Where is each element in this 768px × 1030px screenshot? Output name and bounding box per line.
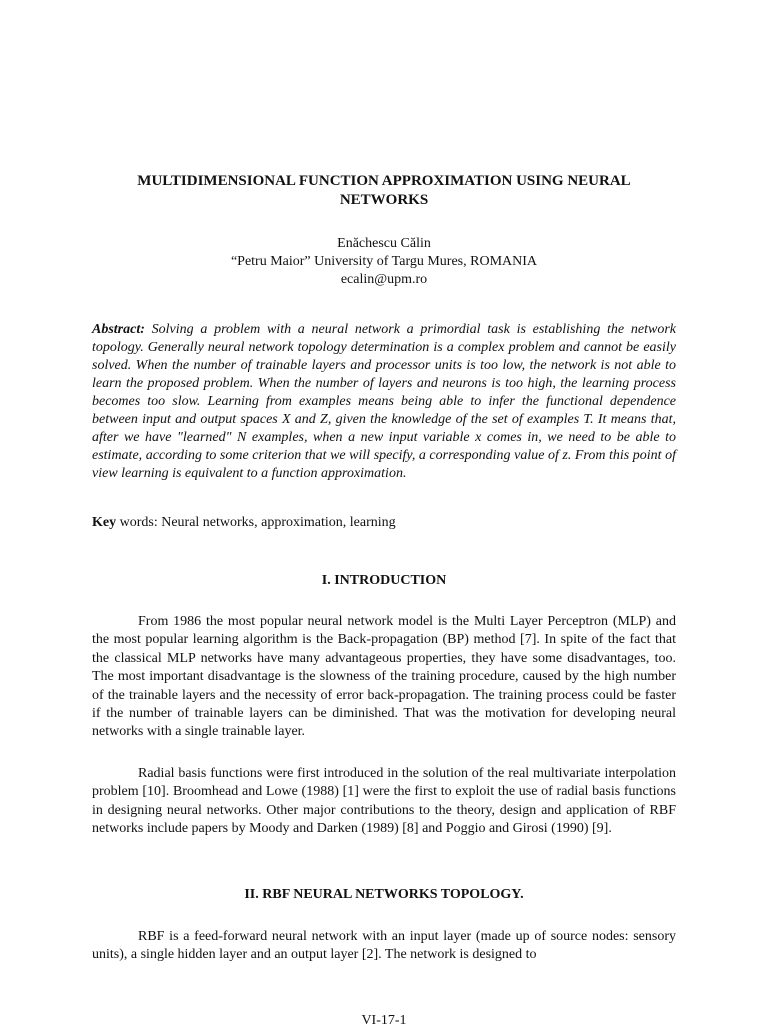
keywords-label: Key bbox=[92, 515, 117, 530]
abstract bbox=[92, 321, 676, 483]
keywords-text: words: Neural networks, approximation, learning bbox=[119, 515, 396, 530]
paper-title: MULTIDIMENSIONAL FUNCTION APPROXIMATION USING NEURAL NETWORKS bbox=[137, 173, 631, 208]
author-email: ecalin@upm.ro bbox=[340, 272, 428, 287]
section-heading-rbf-topology: II. RBF NEURAL NETWORKS TOPOLOGY. bbox=[244, 887, 524, 902]
author-affiliation: “Petru Maior” University of Targu Mures, ROMANIA bbox=[230, 254, 538, 269]
section-heading-introduction: I. INTRODUCTION bbox=[321, 573, 447, 588]
author-block bbox=[92, 235, 676, 289]
paragraph: From 1986 the most popular neural network model is the Multi Layer Perceptron (MLP) and the most popular learning algorithm is the Back-propagation (BP) method [7]. In spite of the fact that the classical MLP networks have many advantageous properties, they have some disadvantages, too. The most important disadvantage is the slowness of the training procedure, caused by the high number of the trainable layers and the necessity of error back-propagation. The training process could be faster if the number of trainable layers can be diminished. That was the motivation for developing neural networks with a single trainable layer. bbox=[92, 614, 676, 740]
keywords bbox=[92, 514, 676, 532]
abstract-text: Solving a problem with a neural network a primordial task is establishing the network topology. Generally neural network topology determination is a complex problem and cannot be easily solved. When the number of trainable layers and processor units is too low, the network is not able to learn the proposed problem. When the number of layers and neurons is too high, the learning process becomes too slow. Learning from examples means being able to infer the functional dependence between input and output spaces X and Z, given the knowledge of the set of examples T. It means that, after we have "learned" N examples, when a new input variable x comes in, we need to be able to estimate, according to some criterion that we will specify, a corresponding value of z. From this point of view learning is equivalent to a function approximation. bbox=[92, 322, 676, 481]
paragraph: Radial basis functions were first introduced in the solution of the real multivariate interpolation problem [10]. Broomhead and Lowe (1988) [1] were the first to exploit the use of radial basis functions in designing neural networks. Other major contributions to the theory, design and application of RBF networks include papers by Moody and Darken (1989) [8] and Poggio and Girosi (1990) [9]. bbox=[92, 766, 676, 837]
author-name: Enăchescu Călin bbox=[337, 236, 431, 251]
abstract-label: Abstract: bbox=[92, 322, 145, 337]
paragraph: RBF is a feed-forward neural network with an input layer (made up of source nodes: sensory units), a single hidden layer and an output layer [2]. The network is designed to bbox=[92, 929, 676, 963]
page-number: VI-17-1 bbox=[361, 1013, 407, 1028]
